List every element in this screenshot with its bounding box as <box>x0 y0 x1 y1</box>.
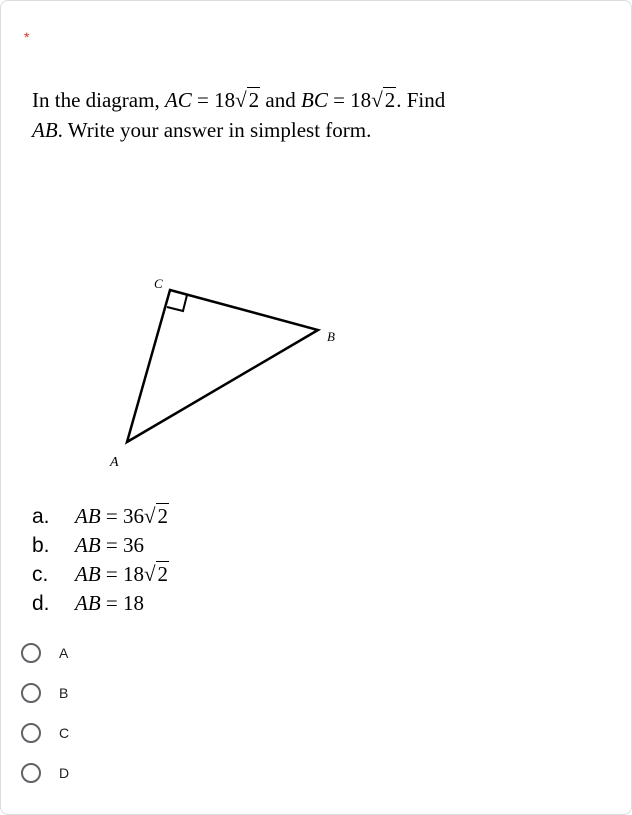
right-angle-marker <box>167 295 187 311</box>
sqrt-expression: √2 <box>144 504 169 528</box>
sqrt-expression: √2 <box>235 88 260 112</box>
radio-button-d[interactable] <box>21 763 41 783</box>
vertex-label-b: B <box>327 329 335 344</box>
triangle-diagram <box>101 269 361 479</box>
vertex-label-c: C <box>154 276 163 291</box>
question-text: In the diagram, AC = 18√2 and BC = 18√2. Find AB. Write your answer in simplest form. <box>32 88 446 142</box>
answer-options-list <box>32 504 169 620</box>
choice-d[interactable]: D <box>21 761 69 785</box>
sqrt-expression: √2 <box>144 562 169 586</box>
choice-b[interactable]: B <box>21 681 69 705</box>
option-b-text: b. AB = 36 <box>32 533 144 557</box>
required-marker: * <box>24 29 30 45</box>
option-c-text: c. AB = 18√2 <box>32 562 169 586</box>
radio-button-c[interactable] <box>21 723 41 743</box>
choice-a[interactable]: A <box>21 641 69 665</box>
triangle-abc <box>127 290 318 442</box>
radio-group <box>21 641 69 801</box>
vertex-label-a: A <box>110 455 119 470</box>
sqrt-expression: √2 <box>371 88 396 112</box>
option-d-text: d. AB = 18 <box>32 591 144 615</box>
option-a-text: a. AB = 36√2 <box>32 504 169 528</box>
radio-button-a[interactable] <box>21 643 41 663</box>
radio-button-b[interactable] <box>21 683 41 703</box>
choice-c[interactable]: C <box>21 721 69 745</box>
